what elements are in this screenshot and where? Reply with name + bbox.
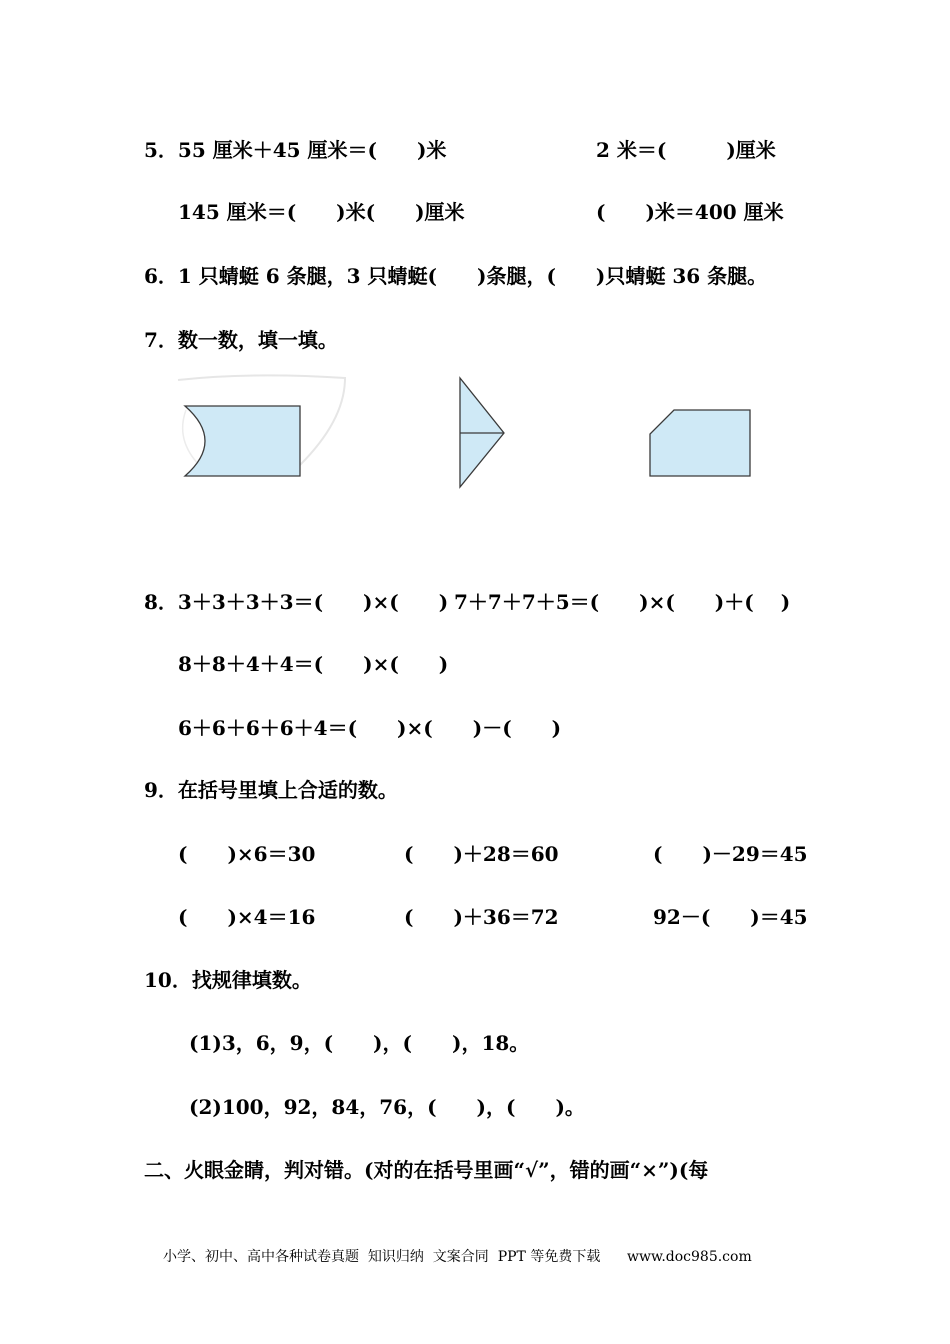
q9-item-6: 92－( )＝45 (653, 905, 808, 929)
section2-title: 二、火眼金睛，判对错。(对的在括号里画“√”，错的画“×”)(每 (144, 1158, 709, 1182)
figure-shapes (0, 370, 950, 510)
q9-item-3: ( )－29＝45 (653, 842, 808, 866)
q9-title: 9．在括号里填上合适的数。 (144, 778, 398, 802)
q10-title: 10．找规律填数。 (144, 968, 312, 992)
q8-line-a: 8．3＋3＋3＋3＝( )×( ) (144, 590, 449, 614)
q9-item-1: ( )×6＝30 (178, 842, 316, 866)
shape-concave-rectangle (185, 406, 300, 476)
q9-item-5: ( )＋36＝72 (404, 905, 559, 929)
q8-line-c: 8＋8＋4＋4＝( )×( ) (178, 652, 449, 676)
q5-line-b: 2 米＝( )厘米 (596, 138, 776, 162)
shape-cut-corner-rectangle (650, 410, 750, 476)
page-footer: 小学、初中、高中各种试卷真题 知识归纳 文案合同 PPT 等免费下载 www.doc985.com (163, 1249, 752, 1265)
q9-item-2: ( )＋28＝60 (404, 842, 559, 866)
q5-line-c: 145 厘米＝( )米( )厘米 (178, 200, 465, 224)
q8-line-b: 7＋7＋7＋5＝( )×( )＋( ) (454, 590, 791, 614)
q6-line: 6．1 只蜻蜓 6 条腿，3 只蜻蜓( )条腿，( )只蜻蜓 36 条腿。 (144, 264, 768, 288)
q5-line-a: 5．55 厘米＋45 厘米＝( )米 (144, 138, 447, 162)
q7-title: 7．数一数，填一填。 (144, 328, 338, 352)
q9-item-4: ( )×4＝16 (178, 905, 316, 929)
q8-line-d: 6＋6＋6＋6＋4＝( )×( )－( ) (178, 716, 562, 740)
q5-line-d: ( )米＝400 厘米 (596, 200, 784, 224)
q10-part-1: (1)3，6，9，( )，( )，18。 (189, 1031, 530, 1055)
q10-part-2: (2)100，92，84，76，( )，( )。 (189, 1095, 585, 1119)
